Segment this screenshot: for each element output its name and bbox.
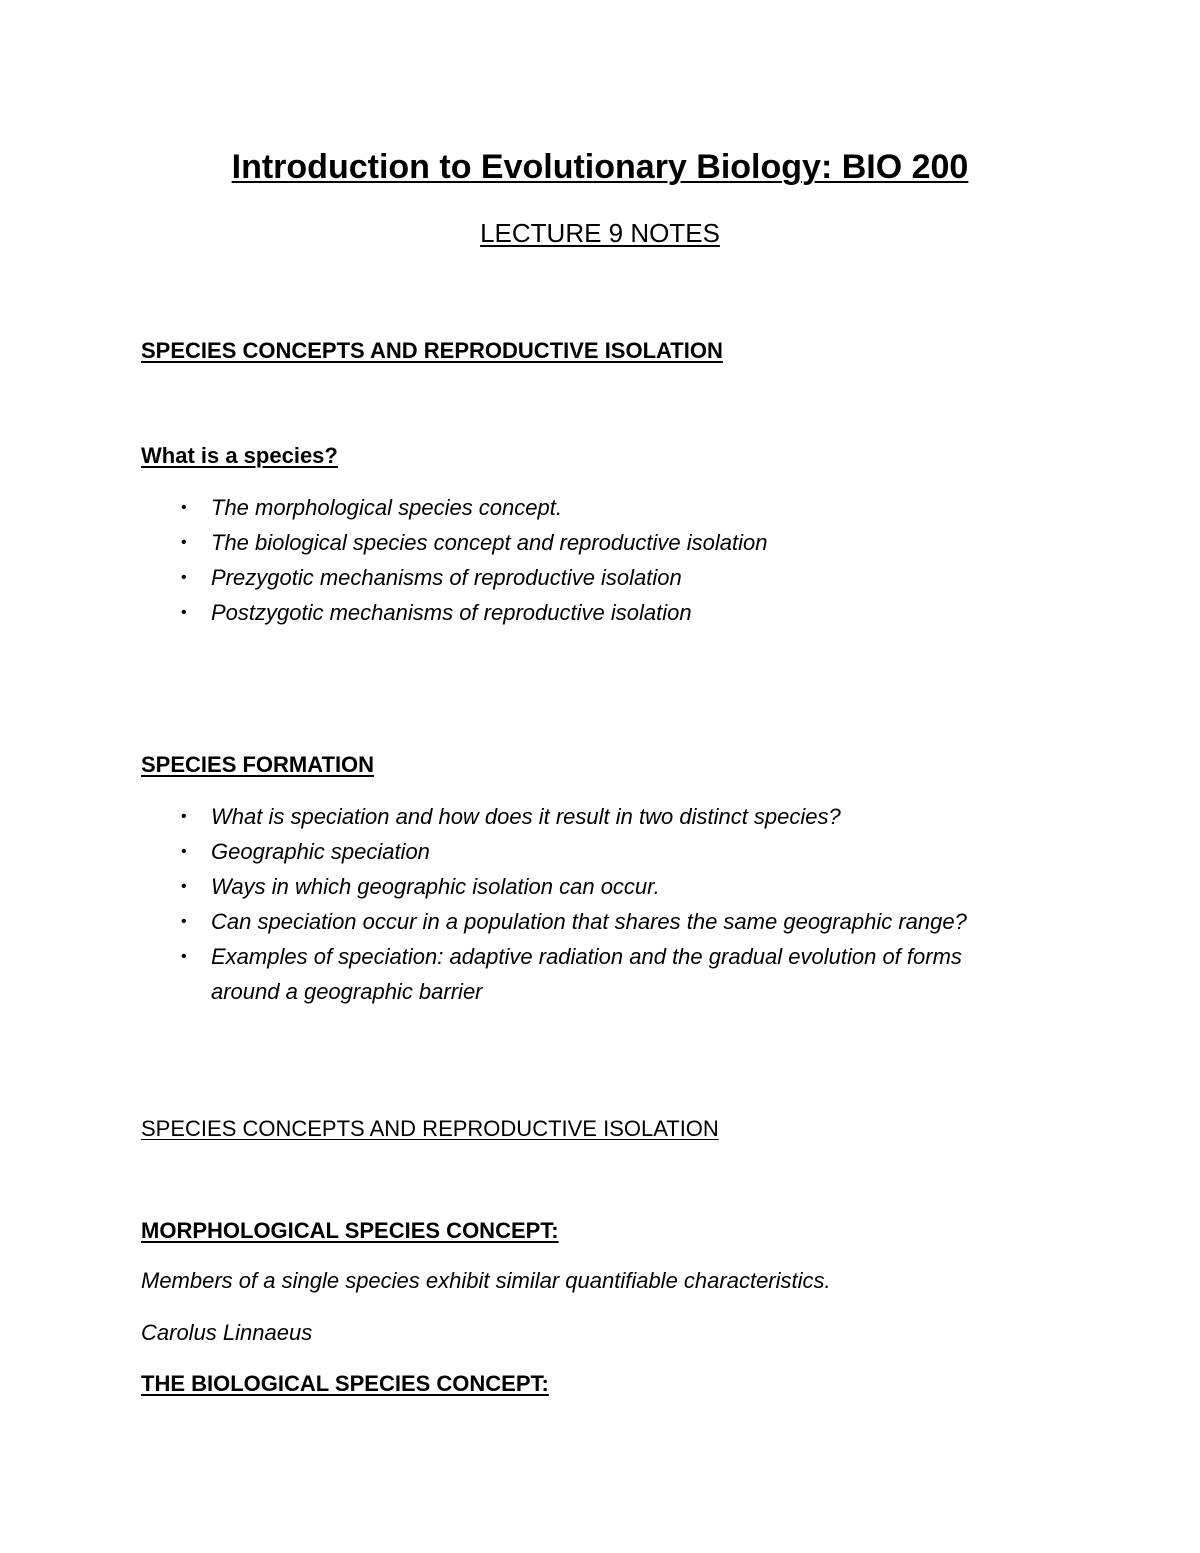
lecture-subtitle-text: LECTURE 9 NOTES — [480, 218, 720, 248]
biological-concept-heading — [141, 1371, 549, 1397]
list-item-text: The biological species concept and reproductive isolation — [211, 530, 768, 555]
list-item — [141, 799, 1021, 834]
section-heading-species-concepts — [141, 338, 723, 364]
list-item-text: Ways in which geographic isolation can occur. — [211, 874, 660, 899]
list-item — [141, 869, 1021, 904]
bullet-icon: • — [181, 843, 187, 860]
morphological-concept-heading — [141, 1218, 559, 1244]
morphological-concept-definition: Members of a single species exhibit similar quantifiable characteristics. — [141, 1268, 831, 1293]
bullet-icon: • — [181, 534, 187, 551]
bullet-icon: • — [181, 948, 187, 965]
list-item — [141, 595, 1041, 630]
list-item — [141, 904, 1021, 939]
section-heading-text: SPECIES CONCEPTS AND REPRODUCTIVE ISOLATION — [141, 1116, 719, 1141]
section-heading-species-concepts-repeat — [141, 1116, 719, 1142]
bullet-icon: • — [181, 499, 187, 516]
biological-heading-text: THE BIOLOGICAL SPECIES CONCEPT: — [141, 1371, 549, 1396]
list-item-text: What is speciation and how does it result in two distinct species? — [211, 804, 841, 829]
bullet-icon: • — [181, 569, 187, 586]
bullet-icon: • — [181, 913, 187, 930]
list-item-text: The morphological species concept. — [211, 495, 562, 520]
list-item-text: Can speciation occur in a population that shares the same geographic range? — [211, 909, 967, 934]
morphological-heading-text: MORPHOLOGICAL SPECIES CONCEPT: — [141, 1218, 559, 1243]
subheading-what-is-species — [141, 443, 338, 469]
bullet-icon: • — [181, 878, 187, 895]
species-formation-list — [141, 799, 1021, 1009]
section-heading-text: SPECIES CONCEPTS AND REPRODUCTIVE ISOLATION — [141, 338, 723, 363]
lecture-subtitle — [0, 218, 1200, 249]
subheading-text: What is a species? — [141, 443, 338, 468]
list-item — [141, 525, 1041, 560]
list-item-text: Geographic speciation — [211, 839, 430, 864]
list-item-text: Prezygotic mechanisms of reproductive isolation — [211, 565, 682, 590]
list-item-text: Postzygotic mechanisms of reproductive isolation — [211, 600, 692, 625]
section-heading-species-formation — [141, 752, 374, 778]
document-title — [0, 148, 1200, 187]
list-item — [141, 560, 1041, 595]
list-item — [141, 834, 1021, 869]
section-heading-text: SPECIES FORMATION — [141, 752, 375, 777]
list-item — [141, 939, 1021, 1009]
bullet-icon: • — [181, 604, 187, 621]
list-item — [141, 490, 1041, 525]
document-title-text: Introduction to Evolutionary Biology: BIO 200 — [231, 148, 969, 186]
bullet-icon: • — [181, 808, 187, 825]
morphological-concept-author: Carolus Linnaeus — [141, 1320, 313, 1345]
list-item-text: Examples of speciation: adaptive radiation and the gradual evolution of forms around a geographic barrier — [211, 944, 962, 1004]
species-concepts-list — [141, 490, 1041, 630]
